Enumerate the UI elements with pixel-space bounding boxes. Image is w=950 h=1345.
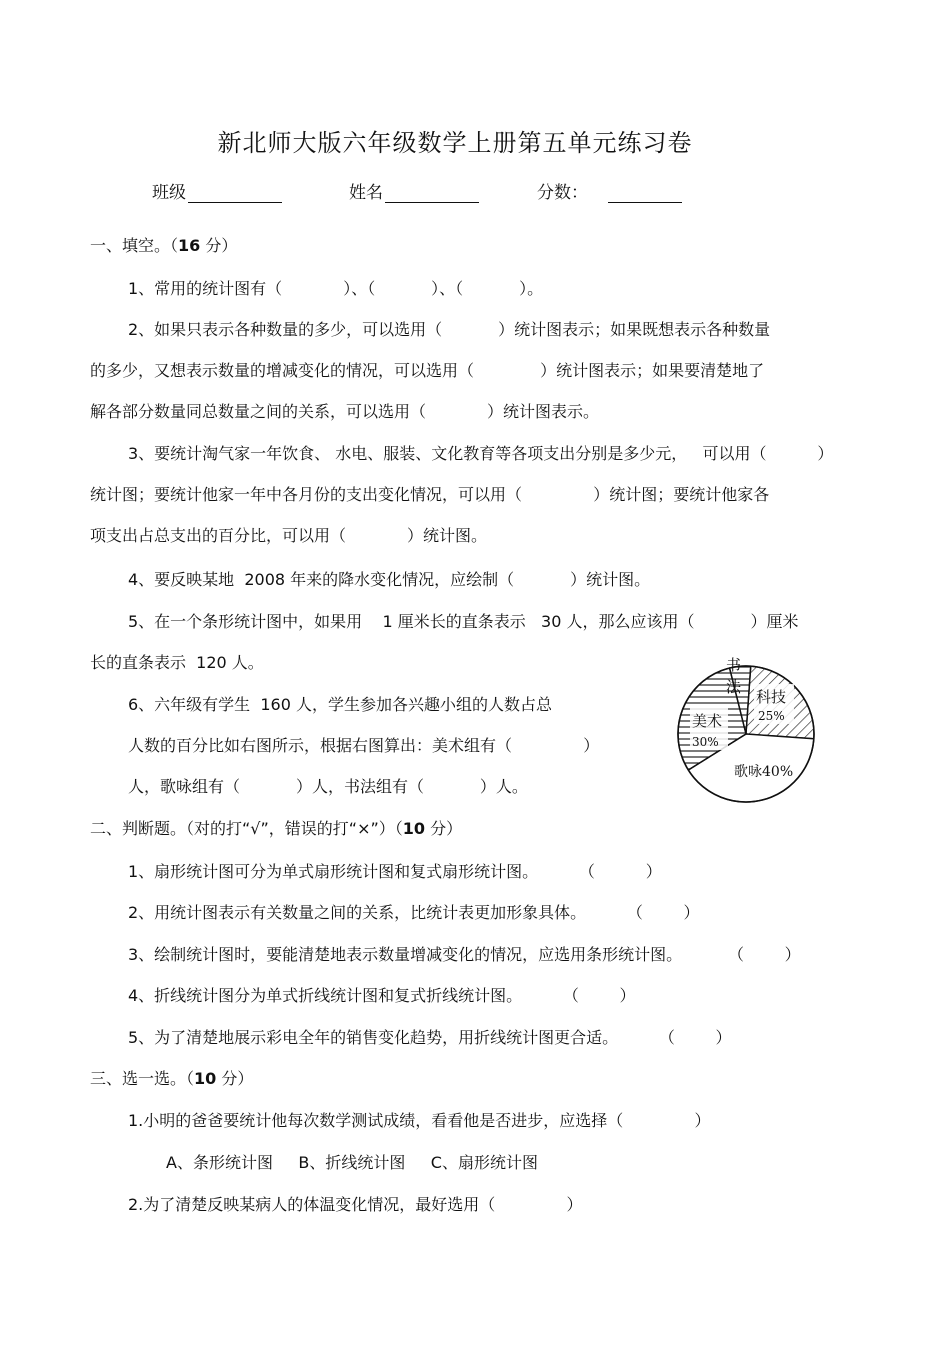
art-name: 美术 (692, 712, 723, 730)
page-title: 新北师大版六年级数学上册第五单元练习卷 (217, 129, 693, 157)
question-1-3-line-3: 项支出占总支出的百分比，可以用（ ）统计图。 (90, 526, 488, 545)
question-1-2-line-3: 解各部分数量同总数量之间的关系，可以选用（ ）统计图表示。 (90, 402, 600, 421)
question-3-1-options: A、条形统计图 B、折线统计图 C、扇形统计图 (166, 1153, 538, 1172)
class-label: 班级 (152, 183, 186, 203)
question-1-3-line-1: 3、要统计淘气家一年饮食、 水电、服装、文化教育等各项支出分别是多少元， 可以用（ ） (128, 444, 834, 463)
question-2-1: 1、扇形统计图可分为单式扇形统计图和复式扇形统计图。 （ ） (128, 862, 662, 881)
calligraphy-char-1: 书 (726, 656, 742, 674)
question-1-2-line-2: 的多少，又想表示数量的增减变化的情况，可以选用（ ）统计图表示；如果要清楚地了 (90, 361, 765, 380)
section-heading-true-false: 二、判断题。（对的打“√”，错误的打“×”）（10 分） (90, 819, 463, 838)
question-1-5-line-1: 5、在一个条形统计图中，如果用 1 厘米长的直条表示 30 人，那么应该用（ ）厘米 (128, 612, 799, 631)
question-2-2: 2、用统计图表示有关数量之间的关系，比统计表更加形象具体。 （ ） (128, 903, 700, 922)
name-field[interactable] (349, 178, 479, 203)
tech-label (754, 684, 794, 724)
calligraphy-char-2: 法 (726, 678, 742, 696)
student-info-row (0, 178, 950, 208)
name-label: 姓名 (349, 183, 383, 203)
question-1-6-line-1: 6、六年级有学生 160 人，学生参加各兴趣小组的人数占总 (128, 695, 552, 714)
question-1-5-line-2: 长的直条表示 120 人。 (90, 653, 264, 672)
question-1-3-line-2: 统计图；要统计他家一年中各月份的支出变化情况，可以用（ ）统计图；要统计他家各 (90, 485, 770, 504)
tech-percent: 25% (758, 709, 785, 723)
name-blank[interactable] (385, 184, 479, 203)
tech-name: 科技 (756, 688, 787, 706)
question-1-6-line-3: 人，歌咏组有（ ）人，书法组有（ ）人。 (128, 777, 528, 796)
singing-label: 歌咏40% (734, 764, 794, 780)
class-blank[interactable] (188, 184, 282, 203)
question-1-6-line-2: 人数的百分比如右图所示，根据右图算出：美术组有（ ） (128, 736, 600, 755)
question-3-2: 2.为了清楚反映某病人的体温变化情况，最好选用（ ） (128, 1195, 583, 1214)
score-label: 分数： (537, 183, 588, 203)
art-percent: 30% (692, 735, 719, 749)
question-1-4: 4、要反映某地 2008 年来的降水变化情况，应绘制（ ）统计图。 (128, 570, 651, 589)
score-blank[interactable] (608, 184, 682, 203)
question-2-3: 3、绘制统计图时，要能清楚地表示数量增减变化的情况，应选用条形统计图。 （ ） (128, 945, 801, 964)
section-heading-multiple-choice: 三、选一选。（10 分） (90, 1069, 254, 1088)
score-field[interactable] (537, 178, 682, 203)
question-1-2-line-1: 2、如果只表示各种数量的多少，可以选用（ ）统计图表示；如果既想表示各种数量 (128, 320, 771, 339)
question-3-1: 1.小明的爸爸要统计他每次数学测试成绩，看看他是否进步，应选择（ ） (128, 1111, 711, 1130)
section-heading-fill-blanks: 一、填空。（16 分） (90, 236, 238, 255)
question-1-1: 1、常用的统计图有（ ）、（ ）、（ ）。 (128, 279, 544, 298)
question-2-4: 4、折线统计图分为单式折线统计图和复式折线统计图。 （ ） (128, 986, 636, 1005)
class-field[interactable] (152, 178, 282, 203)
art-label (690, 708, 728, 750)
interest-group-pie-chart (672, 652, 872, 822)
question-2-5: 5、为了清楚地展示彩电全年的销售变化趋势，用折线统计图更合适。 （ ） (128, 1028, 732, 1047)
